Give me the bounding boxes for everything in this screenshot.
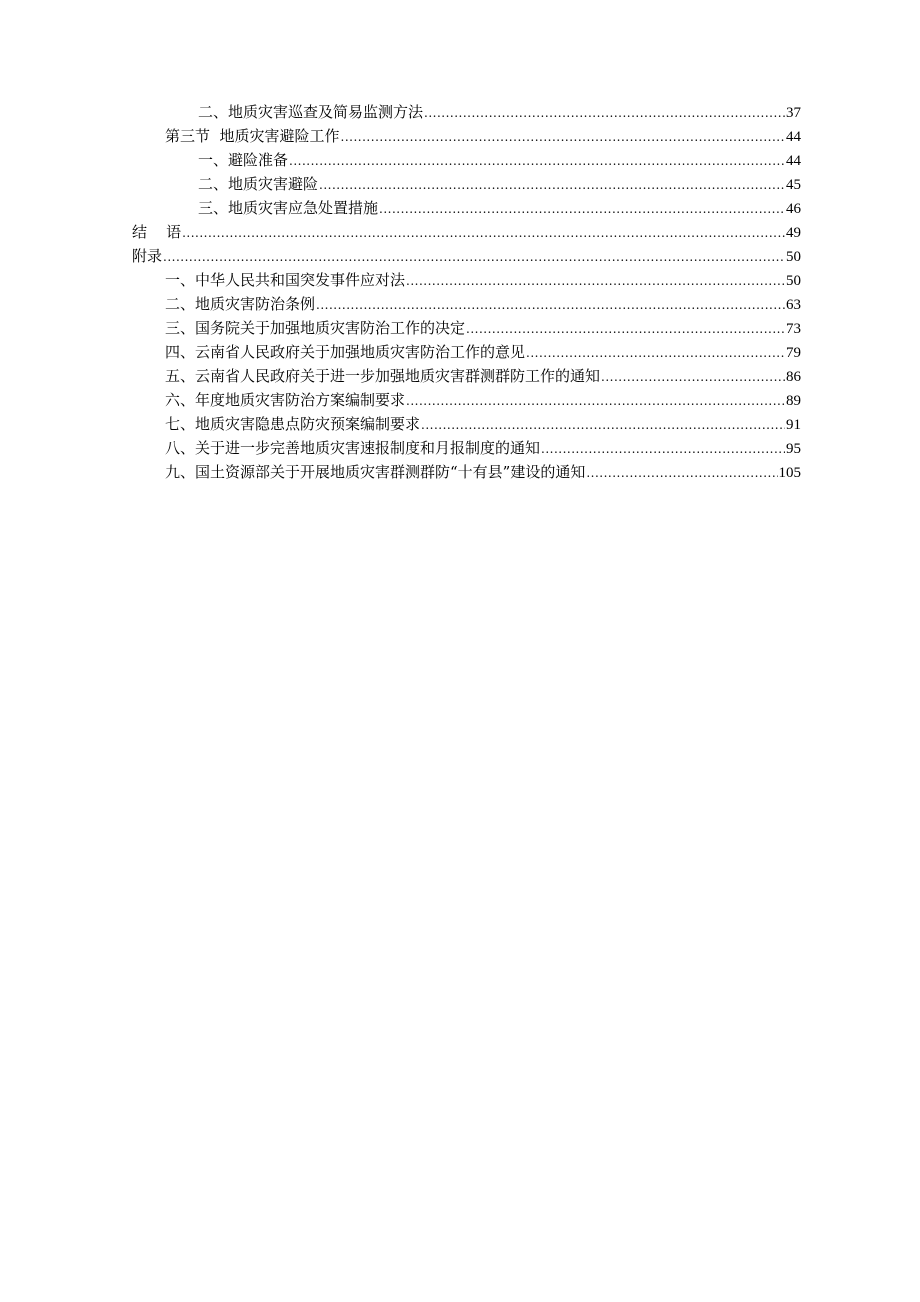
toc-dot-leader: [182, 221, 785, 245]
toc-entry-title: 三、国务院关于加强地质灾害防治工作的决定: [165, 319, 466, 337]
toc-dot-leader: [541, 437, 785, 461]
toc-dot-leader: [316, 293, 785, 317]
toc-entry[interactable]: [132, 196, 801, 220]
toc-entry[interactable]: [132, 268, 801, 292]
toc-entry-page: 86: [786, 369, 801, 385]
toc-entry-page: 44: [786, 129, 801, 145]
toc-entry-title: 五、云南省人民政府关于进一步加强地质灾害群测群防工作的通知: [165, 367, 601, 385]
toc-entry-page: 50: [786, 273, 801, 289]
toc-dot-leader: [601, 365, 785, 389]
table-of-contents: [132, 100, 801, 484]
toc-entry[interactable]: [132, 388, 801, 412]
toc-entry-page: 44: [786, 153, 801, 169]
toc-dot-leader: [163, 245, 785, 269]
toc-entry[interactable]: [132, 124, 801, 148]
toc-entry-title: 九、国土资源部关于开展地质灾害群测群防“十有县”建设的通知: [165, 463, 586, 481]
toc-dot-leader: [424, 101, 785, 125]
toc-entry-title: 八、关于进一步完善地质灾害速报制度和月报制度的通知: [165, 439, 541, 457]
toc-dot-leader: [586, 461, 777, 485]
toc-entry-page: 105: [778, 465, 801, 481]
toc-dot-leader: [341, 125, 785, 149]
toc-dot-leader: [466, 317, 785, 341]
toc-dot-leader: [289, 149, 785, 173]
toc-dot-leader: [319, 173, 785, 197]
toc-dot-leader: [406, 389, 785, 413]
toc-entry-title: 一、中华人民共和国突发事件应对法: [165, 271, 406, 289]
toc-dot-leader: [526, 341, 785, 365]
toc-entry[interactable]: [132, 340, 801, 364]
toc-entry[interactable]: [132, 148, 801, 172]
toc-entry-title: 六、年度地质灾害防治方案编制要求: [165, 391, 406, 409]
toc-entry-page: 49: [786, 225, 801, 241]
toc-entry[interactable]: [132, 412, 801, 436]
toc-entry-page: 37: [786, 105, 801, 121]
toc-entry-title: 二、地质灾害巡查及简易监测方法: [198, 103, 424, 121]
toc-entry-title: 三、地质灾害应急处置措施: [198, 199, 379, 217]
toc-entry-page: 45: [786, 177, 801, 193]
toc-entry-page: 46: [786, 201, 801, 217]
toc-entry-page: 95: [786, 441, 801, 457]
toc-entry[interactable]: [132, 292, 801, 316]
toc-entry-title: 七、地质灾害隐患点防灾预案编制要求: [165, 415, 421, 433]
toc-entry-page: 63: [786, 297, 801, 313]
toc-dot-leader: [421, 413, 785, 437]
toc-entry-title: 二、地质灾害防治条例: [165, 295, 316, 313]
toc-entry-page: 89: [786, 393, 801, 409]
toc-entry-title: 结 语: [132, 223, 182, 241]
toc-entry[interactable]: [132, 220, 801, 244]
toc-dot-leader: [406, 269, 785, 293]
toc-entry-title: 第三节 地质灾害避险工作: [165, 127, 340, 145]
toc-entry-title: 四、云南省人民政府关于加强地质灾害防治工作的意见: [165, 343, 526, 361]
toc-entry-page: 79: [786, 345, 801, 361]
toc-entry[interactable]: [132, 100, 801, 124]
toc-entry-title: 附录: [132, 247, 163, 265]
toc-entry[interactable]: [132, 316, 801, 340]
toc-entry-title: 一、避险准备: [198, 151, 289, 169]
toc-entry[interactable]: [132, 364, 801, 388]
toc-entry[interactable]: [132, 460, 801, 484]
toc-entry-page: 73: [786, 321, 801, 337]
toc-entry[interactable]: [132, 244, 801, 268]
toc-entry-page: 50: [786, 249, 801, 265]
toc-entry-title: 二、地质灾害避险: [198, 175, 319, 193]
toc-entry[interactable]: [132, 172, 801, 196]
toc-entry[interactable]: [132, 436, 801, 460]
toc-dot-leader: [379, 197, 785, 221]
toc-entry-page: 91: [786, 417, 801, 433]
